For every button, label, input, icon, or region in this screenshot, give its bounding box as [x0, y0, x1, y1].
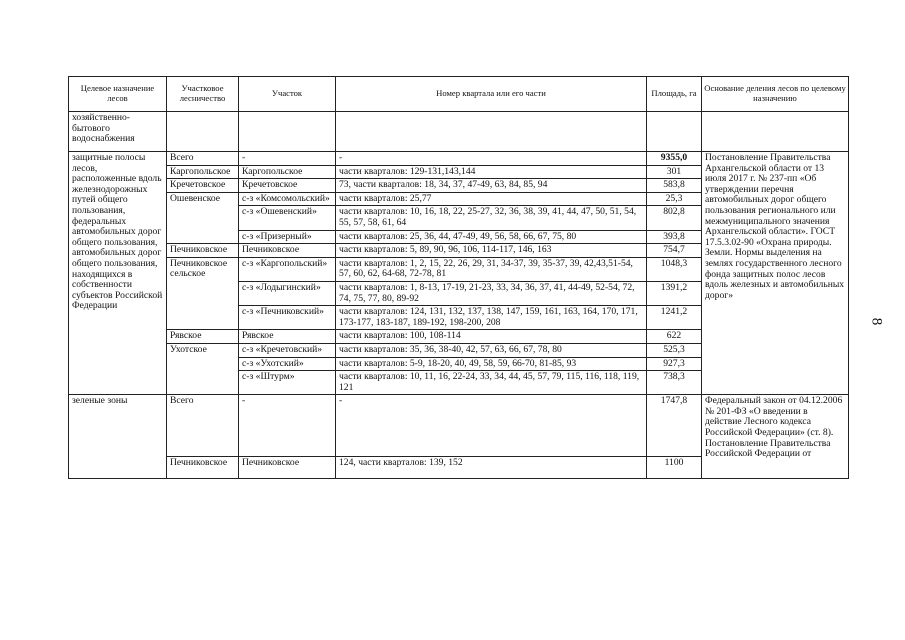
- header-basis: Основание деления лесов по целевому назначению: [702, 77, 849, 112]
- site-cell: с-з «Ошевенский»: [239, 206, 336, 230]
- site-cell: Печниковское: [239, 244, 336, 258]
- area-cell: 1391,2: [647, 281, 702, 305]
- site-cell: Кречетовское: [239, 179, 336, 193]
- forest-purpose-table-page: [68, 76, 848, 479]
- forestry-cell: Печниковское сельское: [167, 257, 239, 330]
- quarters-cell: части кварталов: 1, 8-13, 17-19, 21-23, 33, 34, 36, 37, 41, 44-49, 52-54, 72, 74, 75, 77, 80, 89-92: [336, 281, 647, 305]
- site-cell: с-з «Лодыгинский»: [239, 281, 336, 305]
- header-forestry: Участковое лесничество: [167, 77, 239, 112]
- purpose-cell: защитные полосы лесов, расположенные вдоль железнодорожных путей общего пользования, федеральных автомобильных дорог общего пользования, автомобильных дорог общего пользования, находящихся в собственности субъектов Российской Федерации: [69, 152, 167, 395]
- forestry-cell: Ошевенское: [167, 192, 239, 243]
- quarters-cell: -: [336, 152, 647, 166]
- area-cell: 301: [647, 165, 702, 179]
- page-number: 8: [868, 317, 885, 326]
- quarters-cell: части кварталов: 124, 131, 132, 137, 138, 147, 159, 161, 163, 164, 170, 171, 173-177, 183-187, 189-192, 198-200, 208: [336, 306, 647, 330]
- table-row: [69, 395, 849, 457]
- area-cell: 927,3: [647, 357, 702, 371]
- area-cell: 1100: [647, 457, 702, 479]
- area-cell: 525,3: [647, 343, 702, 357]
- area-cell: 583,8: [647, 179, 702, 193]
- header-quarters: Номер квартала или его части: [336, 77, 647, 112]
- purpose-cell: хозяйственно-бытового водоснабжения: [69, 112, 167, 152]
- quarters-cell: -: [336, 395, 647, 457]
- forestry-cell: Кречетовское: [167, 179, 239, 193]
- area-cell: 738,3: [647, 371, 702, 395]
- site-cell: [239, 112, 336, 152]
- quarters-cell: части кварталов: 1, 2, 15, 22, 26, 29, 31, 34-37, 39, 35-37, 39, 42,43,51-54, 57, 60, 62, 64-68, 72-78, 81: [336, 257, 647, 281]
- forestry-cell: [167, 112, 239, 152]
- forestry-cell: Печниковское: [167, 244, 239, 258]
- purpose-cell: зеленые зоны: [69, 395, 167, 479]
- quarters-cell: части кварталов: 25,77: [336, 192, 647, 206]
- basis-cell: Постановление Правительства Архангельской области от 13 июля 2017 г. № 237-пп «Об утверждении перечня автомобильных дорог общего пользования регионального или межмуниципального значения Архангельской области». ГОСТ 17.5.3.02-90 «Охрана природы. Земли. Нормы выделения на землях государственного лесного фонда защитных полос лесов вдоль железных и автомобильных дорог»: [702, 152, 849, 395]
- site-cell: с-з «Печниковский»: [239, 306, 336, 330]
- area-cell: 393,8: [647, 230, 702, 244]
- header-area: Площадь, га: [647, 77, 702, 112]
- site-cell: -: [239, 395, 336, 457]
- quarters-cell: части кварталов: 10, 11, 16, 22-24, 33, 34, 44, 45, 57, 79, 115, 116, 118, 119, 121: [336, 371, 647, 395]
- quarters-cell: [336, 112, 647, 152]
- quarters-cell: части кварталов: 10, 16, 18, 22, 25-27, 32, 36, 38, 39, 41, 44, 47, 50, 51, 54, 55, 57, 58, 61, 64: [336, 206, 647, 230]
- basis-cell: Федеральный закон от 04.12.2006 № 201-ФЗ «О введении в действие Лесного кодекса Российской Федерации» (ст. 8). Постановление Правительства Российской Федерации от: [702, 395, 849, 479]
- forestry-cell: Печниковское: [167, 457, 239, 479]
- quarters-cell: 124, части кварталов: 139, 152: [336, 457, 647, 479]
- area-cell: 622: [647, 330, 702, 344]
- forestry-cell: Ухотское: [167, 343, 239, 394]
- area-cell: 25,3: [647, 192, 702, 206]
- quarters-cell: 73, части кварталов: 18, 34, 37, 47-49, 63, 84, 85, 94: [336, 179, 647, 193]
- area-cell: [647, 112, 702, 152]
- site-cell: Рявское: [239, 330, 336, 344]
- quarters-cell: части кварталов: 5-9, 18-20, 40, 49, 58, 59, 66-70, 81-85, 93: [336, 357, 647, 371]
- forest-purpose-table: [68, 76, 849, 479]
- header-purpose: Целевое назначение лесов: [69, 77, 167, 112]
- header-site: Участок: [239, 77, 336, 112]
- site-cell: с-з «Призерный»: [239, 230, 336, 244]
- area-cell: 754,7: [647, 244, 702, 258]
- table-row-water: [69, 112, 849, 152]
- basis-cell: [702, 112, 849, 152]
- site-cell: -: [239, 152, 336, 166]
- forestry-cell: Рявское: [167, 330, 239, 344]
- site-cell: Каргопольское: [239, 165, 336, 179]
- quarters-cell: части кварталов: 25, 36, 44, 47-49, 49, 56, 58, 66, 67, 75, 80: [336, 230, 647, 244]
- site-cell: с-з «Комсомольский»: [239, 192, 336, 206]
- area-cell: 1241,2: [647, 306, 702, 330]
- site-cell: Печниковское: [239, 457, 336, 479]
- quarters-cell: части кварталов: 35, 36, 38-40, 42, 57, 63, 66, 67, 78, 80: [336, 343, 647, 357]
- quarters-cell: части кварталов: 5, 89, 90, 96, 106, 114-117, 146, 163: [336, 244, 647, 258]
- site-cell: с-з «Штурм»: [239, 371, 336, 395]
- table-row: [69, 152, 849, 166]
- area-cell: 9355,0: [647, 152, 702, 166]
- site-cell: с-з «Каргопольский»: [239, 257, 336, 281]
- forestry-cell: Всего: [167, 152, 239, 166]
- area-cell: 1048,3: [647, 257, 702, 281]
- area-cell: 802,8: [647, 206, 702, 230]
- quarters-cell: части кварталов: 100, 108-114: [336, 330, 647, 344]
- quarters-cell: части кварталов: 129-131,143,144: [336, 165, 647, 179]
- forestry-cell: Всего: [167, 395, 239, 457]
- area-cell: 1747,8: [647, 395, 702, 457]
- site-cell: с-з «Кречетовский»: [239, 343, 336, 357]
- table-header-row: [69, 77, 849, 112]
- forestry-cell: Каргопольское: [167, 165, 239, 179]
- site-cell: с-з «Ухотский»: [239, 357, 336, 371]
